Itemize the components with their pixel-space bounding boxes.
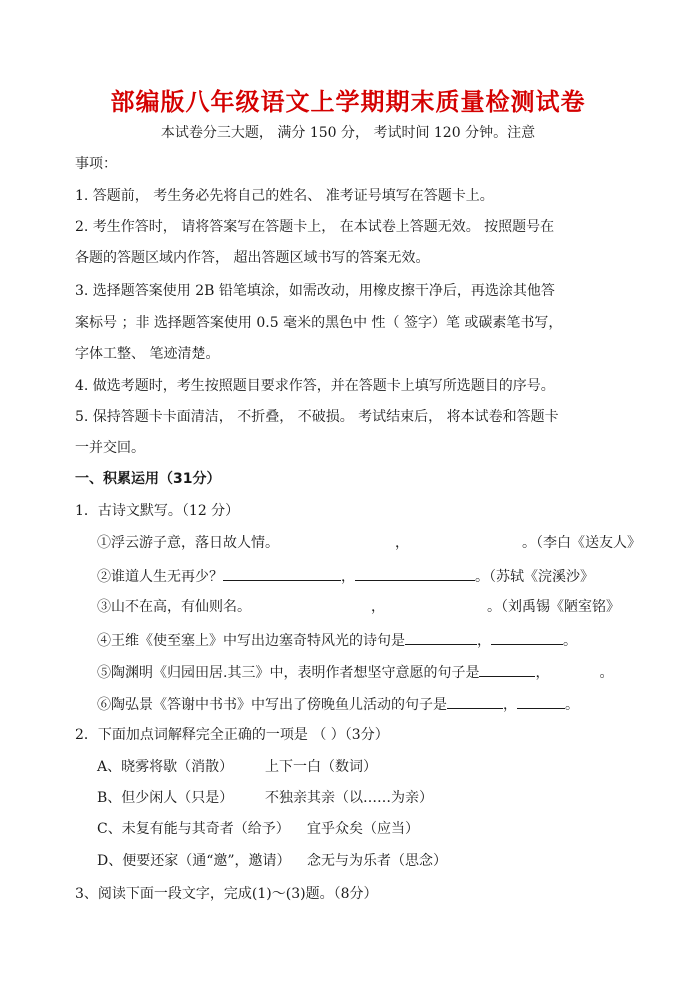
poem-item-sep: ， — [395, 535, 409, 551]
answer-blank[interactable] — [223, 566, 341, 581]
answer-blank[interactable] — [479, 662, 535, 677]
section-heading: 一、积累运用（31分） — [75, 471, 221, 487]
poem-item — [97, 566, 594, 586]
answer-blank[interactable] — [447, 694, 503, 709]
note-line: 4. 做选考题时，考生按照题目要求作答，并在答题卡上填写所选题目的序号。 — [75, 378, 555, 394]
notes-label: 事项： — [75, 156, 117, 172]
choice-option[interactable] — [97, 852, 447, 870]
choice-option[interactable] — [97, 789, 433, 807]
answer-blank[interactable] — [405, 630, 477, 645]
poem-item-sep: ， — [477, 633, 491, 649]
note-line: 字体工整、 笔迹清楚。 — [75, 346, 220, 362]
question-stem: 3、阅读下面一段文字，完成(1)～(3)题。（8分） — [75, 886, 378, 902]
answer-blank[interactable] — [355, 566, 475, 581]
option-left: C、未复有能与其奇者（给予） — [97, 821, 290, 837]
poem-item-text: ③山不在高，有仙则名。 — [97, 599, 251, 615]
option-right: 念无与为乐者（思念） — [307, 853, 447, 869]
note-line: 5. 保持答题卡卡面清洁， 不折叠， 不破损。 考试结束后， 将本试卷和答题卡 — [75, 409, 559, 425]
poem-item — [97, 598, 620, 616]
poem-item — [97, 630, 577, 650]
note-line: 2. 考生作答时， 请将答案写在答题卡上， 在本试卷上答题无效。 按照题号在 — [75, 219, 555, 235]
poem-item-sep: ， — [503, 697, 517, 713]
poem-item — [97, 534, 641, 552]
poem-item-sep: ， — [535, 665, 550, 681]
option-left: D、便要还家（通“邀”，邀请） — [97, 853, 291, 869]
poem-item-text: ④王维《使至塞上》中写出边塞奇特风光的诗句是 — [97, 633, 405, 649]
note-line: 案标号 ；非 选择题答案使用 0.5 毫米的黑色中 性（ 签字）笔 或碳素笔书写， — [75, 315, 563, 331]
answer-blank[interactable] — [491, 630, 563, 645]
option-right: 宜乎众矣（应当） — [307, 821, 419, 837]
poem-item-text: ①浮云游子意，落日故人情。 — [97, 535, 279, 551]
poem-item-end: 。 — [599, 665, 614, 681]
option-left: A、晓雾将歇（消散） — [97, 759, 234, 775]
page-title: 部编版八年级语文上学期期末质量检测试卷 — [110, 88, 586, 116]
intro-text: 本试卷分三大题， 满分 150 分， 考试时间 120 分钟。注意 — [160, 125, 536, 141]
option-left: B、但少闲人（只是） — [97, 790, 234, 806]
poem-item-text: ②谁道人生无再少？ — [97, 569, 223, 585]
choice-option[interactable] — [97, 758, 377, 776]
poem-item-source: 。（李白《送友人》 — [522, 535, 641, 551]
answer-blank[interactable] — [517, 694, 565, 709]
poem-item-source: 。 — [563, 633, 577, 649]
note-line: 一并交回。 — [75, 440, 145, 456]
poem-item-text: ⑥陶弘景《答谢中书书》中写出了傍晚鱼儿活动的句子是 — [97, 697, 447, 713]
option-right: 上下一白（数词） — [265, 759, 377, 775]
poem-item-sep: ， — [341, 569, 355, 585]
question-stem: 1．古诗文默写。（12 分） — [75, 503, 240, 519]
question-stem: 2．下面加点词解释完全正确的一项是 （ ）（3分） — [75, 727, 389, 743]
note-line: 各题的答题区域内作答， 超出答题区域书写的答案无效。 — [75, 250, 430, 266]
poem-item-end: 。 — [565, 697, 579, 713]
poem-item-text: ⑤陶渊明《归园田居.其三》中，表明作者想坚守意愿的句子是 — [97, 665, 480, 681]
poem-item-sep: ， — [371, 599, 385, 615]
poem-item-source: 。（苏轼《浣溪沙》 — [475, 569, 594, 585]
option-right: 不独亲其亲（以……为亲） — [265, 790, 433, 806]
poem-item-source: 。（刘禹锡《陋室铭》 — [487, 599, 620, 615]
poem-item — [97, 694, 579, 714]
note-line: 3. 选择题答案使用 2B 铅笔填涂，如需改动，用橡皮擦干净后，再选涂其他答 — [75, 283, 555, 299]
choice-option[interactable] — [97, 820, 419, 838]
note-line: 1. 答题前， 考生务必先将自己的姓名、 准考证号填写在答题卡上。 — [75, 188, 494, 204]
poem-item — [97, 662, 613, 682]
